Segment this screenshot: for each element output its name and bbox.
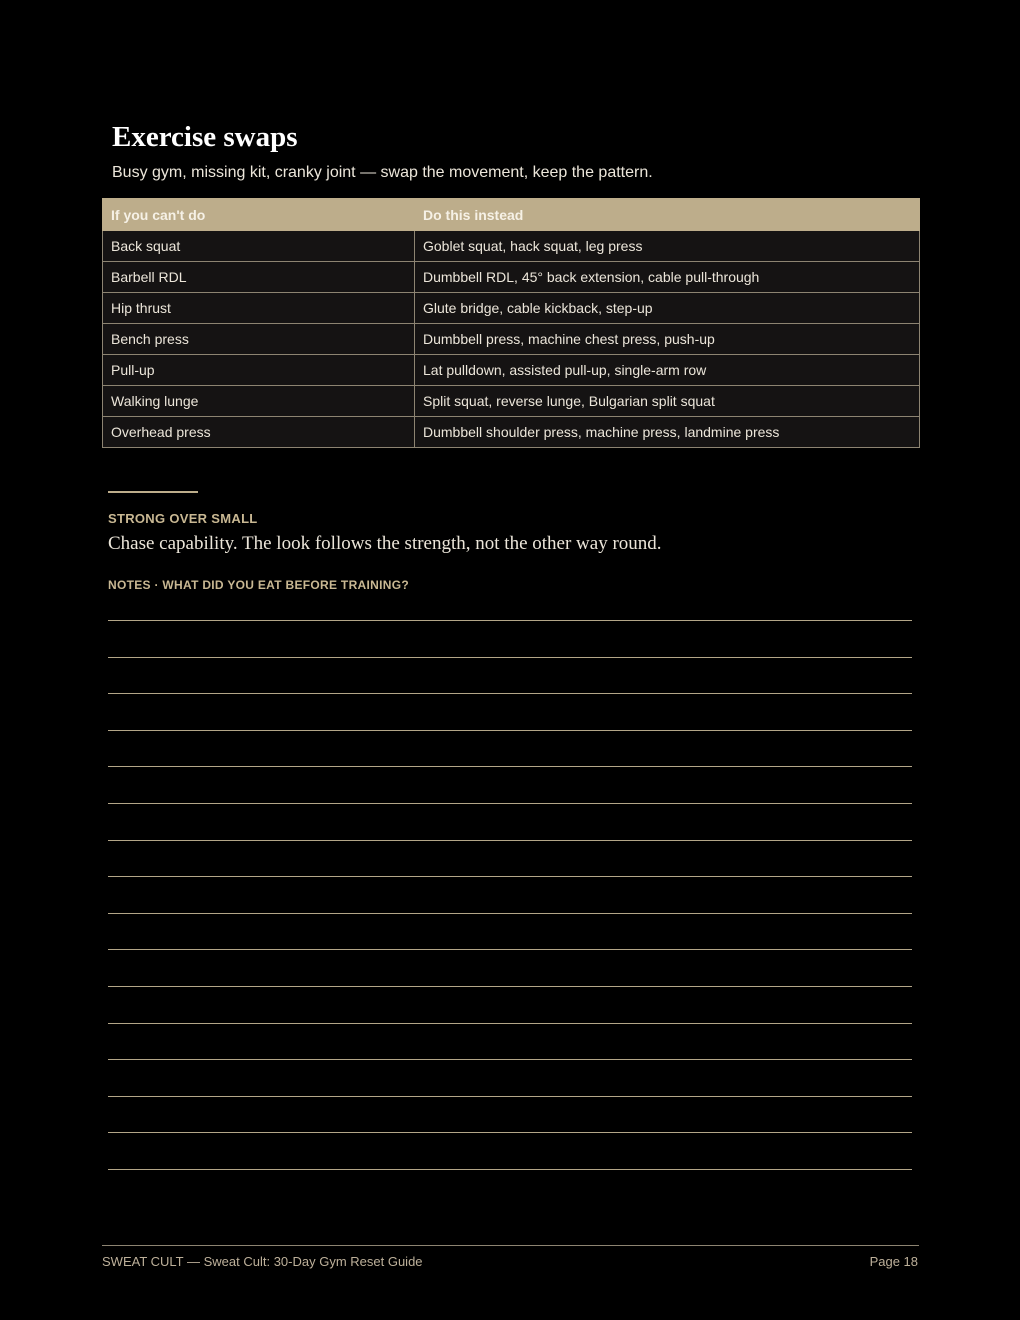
note-line — [108, 1096, 912, 1097]
header-cant-do: If you can't do — [103, 199, 415, 231]
note-line — [108, 657, 912, 658]
cell-alternatives: Dumbbell press, machine chest press, push-up — [415, 324, 920, 355]
cell-exercise: Back squat — [103, 231, 415, 262]
note-line — [108, 1059, 912, 1060]
note-line — [108, 986, 912, 987]
cell-exercise: Walking lunge — [103, 386, 415, 417]
cell-exercise: Hip thrust — [103, 293, 415, 324]
table-row — [103, 324, 920, 355]
page-title: Exercise swaps — [112, 121, 298, 153]
cell-alternatives: Glute bridge, cable kickback, step-up — [415, 293, 920, 324]
callout-kicker: STRONG OVER SMALL — [108, 511, 258, 526]
note-line — [108, 1132, 912, 1133]
note-line — [108, 620, 912, 621]
table-row — [103, 386, 920, 417]
header-do-instead: Do this instead — [415, 199, 920, 231]
cell-exercise: Overhead press — [103, 417, 415, 448]
cell-alternatives: Dumbbell RDL, 45° back extension, cable pull-through — [415, 262, 920, 293]
footer-guide-title: SWEAT CULT — Sweat Cult: 30-Day Gym Reset Guide — [102, 1254, 423, 1269]
exercise-swaps-table — [102, 198, 920, 448]
note-line — [108, 766, 912, 767]
cell-alternatives: Dumbbell shoulder press, machine press, landmine press — [415, 417, 920, 448]
note-line — [108, 840, 912, 841]
note-line — [108, 1169, 912, 1170]
cell-alternatives: Lat pulldown, assisted pull-up, single-arm row — [415, 355, 920, 386]
note-line — [108, 730, 912, 731]
notes-label: NOTES · WHAT DID YOU EAT BEFORE TRAINING? — [108, 578, 409, 592]
table-row — [103, 231, 920, 262]
table-row — [103, 293, 920, 324]
cell-exercise: Bench press — [103, 324, 415, 355]
cell-alternatives: Goblet squat, hack squat, leg press — [415, 231, 920, 262]
cell-exercise: Pull-up — [103, 355, 415, 386]
callout-text: Chase capability. The look follows the strength, not the other way round. — [108, 533, 662, 554]
note-line — [108, 1023, 912, 1024]
cell-exercise: Barbell RDL — [103, 262, 415, 293]
table-row — [103, 417, 920, 448]
table-row — [103, 355, 920, 386]
table-header-row — [103, 199, 920, 231]
note-line — [108, 876, 912, 877]
note-line — [108, 693, 912, 694]
cell-alternatives: Split squat, reverse lunge, Bulgarian split squat — [415, 386, 920, 417]
footer-page-number: Page 18 — [869, 1254, 918, 1269]
page-subtitle: Busy gym, missing kit, cranky joint — swap the movement, keep the pattern. — [112, 164, 653, 181]
note-line — [108, 803, 912, 804]
note-line — [108, 949, 912, 950]
footer-divider — [102, 1245, 919, 1246]
table-row — [103, 262, 920, 293]
note-line — [108, 913, 912, 914]
accent-rule — [108, 491, 198, 493]
